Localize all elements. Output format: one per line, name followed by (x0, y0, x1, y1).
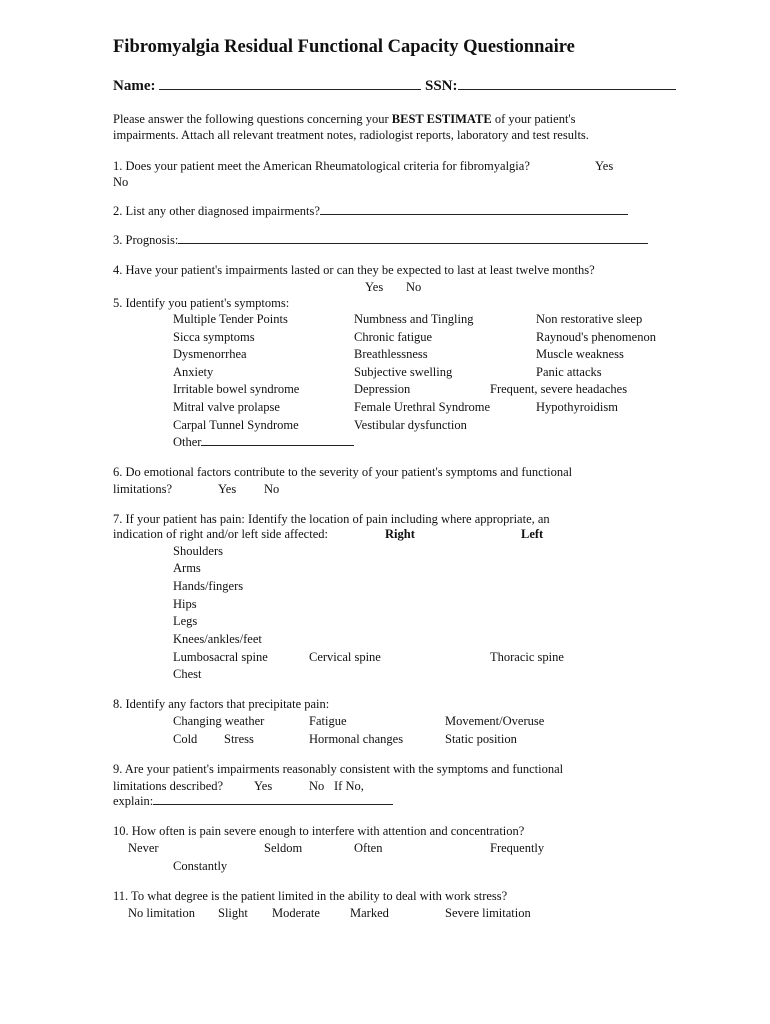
symptom-other: Other (173, 435, 202, 449)
factor-movement-overuse[interactable]: Movement/Overuse (445, 714, 545, 728)
name-label: Name: (113, 78, 156, 94)
q4-yes[interactable]: Yes (365, 280, 384, 294)
q1-text: 1. Does your patient meet the American Rheumatological criteria for fibromyalgia? (113, 159, 530, 173)
symptom-female-urethral[interactable]: Female Urethral Syndrome (354, 400, 491, 414)
q9-line-2: limitations described? (113, 779, 224, 793)
pain-thoracic-spine[interactable]: Thoracic spine (490, 650, 564, 664)
q9-explain-field[interactable] (153, 793, 393, 805)
symptom-headaches[interactable]: Frequent, severe headaches (490, 382, 628, 396)
q5-text: 5. Identify you patient's symptoms: (113, 296, 290, 310)
q11-severe-limitation[interactable]: Severe limitation (445, 906, 531, 920)
symptom-carpal-tunnel[interactable]: Carpal Tunnel Syndrome (173, 418, 299, 432)
symptom-breathlessness[interactable]: Breathlessness (354, 347, 428, 361)
pain-lumbosacral-spine[interactable]: Lumbosacral spine (173, 650, 268, 664)
q9-explain-label: explain: (113, 794, 154, 808)
pain-chest[interactable]: Chest (173, 667, 202, 681)
q8-text: 8. Identify any factors that precipitate pain: (113, 697, 330, 711)
symptom-hypothyroidism[interactable]: Hypothyroidism (536, 400, 618, 414)
pain-hips[interactable]: Hips (173, 597, 197, 611)
q2-row (113, 203, 628, 219)
factor-static-position[interactable]: Static position (445, 732, 517, 746)
intro-post: of your patient's (491, 112, 576, 126)
name-ssn-row (113, 76, 676, 96)
pain-cervical-spine[interactable]: Cervical spine (309, 650, 381, 664)
q10-constantly[interactable]: Constantly (173, 859, 228, 873)
symptom-sicca[interactable]: Sicca symptoms (173, 330, 255, 344)
q4-text: 4. Have your patient's impairments lasted or can they be expected to last at least twelve months? (113, 263, 595, 277)
q2-field[interactable] (320, 203, 628, 215)
q10-never[interactable]: Never (128, 841, 159, 855)
pain-legs[interactable]: Legs (173, 614, 198, 628)
factor-fatigue[interactable]: Fatigue (309, 714, 347, 728)
symptom-mitral-valve[interactable]: Mitral valve prolapse (173, 400, 280, 414)
pain-arms[interactable]: Arms (173, 561, 201, 575)
q9-yes[interactable]: Yes (254, 779, 273, 793)
intro-pre: Please answer the following questions concerning your (113, 112, 392, 126)
q9-no[interactable]: No (309, 779, 325, 793)
q1-yes[interactable]: Yes (595, 159, 614, 173)
symptom-irritable-bowel[interactable]: Irritable bowel syndrome (173, 382, 300, 396)
factor-changing-weather[interactable]: Changing weather (173, 714, 265, 728)
q9-line-1: 9. Are your patient's impairments reasonably consistent with the symptoms and functional (113, 762, 564, 776)
intro-line-2: impairments. Attach all relevant treatment notes, radiologist reports, laboratory and test results. (113, 128, 589, 142)
q11-no-limitation[interactable]: No limitation (128, 906, 196, 920)
symptom-subjective-swelling[interactable]: Subjective swelling (354, 365, 453, 379)
pain-shoulders[interactable]: Shoulders (173, 544, 223, 558)
q11-moderate[interactable]: Moderate (272, 906, 320, 920)
q1-no[interactable]: No (113, 175, 129, 189)
q10-seldom[interactable]: Seldom (264, 841, 303, 855)
q4-no[interactable]: No (406, 280, 422, 294)
page-title: Fibromyalgia Residual Functional Capacity Questionnaire (113, 37, 575, 57)
q10-frequently[interactable]: Frequently (490, 841, 545, 855)
ssn-label: SSN: (424, 78, 458, 94)
name-field[interactable] (159, 78, 421, 90)
q2-text: 2. List any other diagnosed impairments? (113, 204, 320, 218)
q6-no[interactable]: No (264, 482, 280, 496)
factor-cold[interactable]: Cold (173, 732, 198, 746)
symptom-non-restorative-sleep[interactable]: Non restorative sleep (536, 312, 643, 326)
symptom-vestibular[interactable]: Vestibular dysfunction (354, 418, 467, 432)
q7-right-header: Right (385, 527, 415, 541)
symptom-muscle-weakness[interactable]: Muscle weakness (536, 347, 624, 361)
symptom-raynouds[interactable]: Raynoud's phenomenon (536, 330, 656, 344)
pain-knees-ankles-feet[interactable]: Knees/ankles/feet (173, 632, 262, 646)
q6-yes[interactable]: Yes (218, 482, 237, 496)
q6-line-2: limitations? (113, 482, 173, 496)
symptom-panic-attacks[interactable]: Panic attacks (536, 365, 602, 379)
q11-text: 11. To what degree is the patient limited in the ability to deal with work stress? (113, 889, 508, 903)
factor-stress[interactable]: Stress (224, 732, 254, 746)
ssn-field[interactable] (458, 78, 676, 90)
symptom-numbness[interactable]: Numbness and Tingling (354, 312, 474, 326)
q11-slight[interactable]: Slight (218, 906, 248, 920)
q10-often[interactable]: Often (354, 841, 383, 855)
q11-marked[interactable]: Marked (350, 906, 389, 920)
intro-bold: BEST ESTIMATE (391, 112, 492, 126)
q9-if-no: If No, (334, 779, 364, 793)
q3-field[interactable] (178, 232, 648, 244)
symptom-other-field[interactable] (201, 434, 354, 446)
q3-row (113, 232, 648, 248)
symptom-chronic-fatigue[interactable]: Chronic fatigue (354, 330, 433, 344)
q7-line-2: indication of right and/or left side affected: (113, 527, 328, 541)
intro-line-1 (113, 111, 576, 127)
q6-line-1: 6. Do emotional factors contribute to the severity of your patient's symptoms and functional (113, 465, 573, 479)
q7-left-header: Left (521, 527, 544, 541)
q7-line-1: 7. If your patient has pain: Identify the location of pain including where appropriate, an (113, 512, 550, 526)
pain-hands-fingers[interactable]: Hands/fingers (173, 579, 244, 593)
q3-text: 3. Prognosis: (113, 233, 179, 247)
factor-hormonal-changes[interactable]: Hormonal changes (309, 732, 404, 746)
symptom-depression[interactable]: Depression (354, 382, 411, 396)
symptom-dysmenorrhea[interactable]: Dysmenorrhea (173, 347, 247, 361)
symptom-multiple-tender-points[interactable]: Multiple Tender Points (173, 312, 288, 326)
symptom-anxiety[interactable]: Anxiety (173, 365, 214, 379)
q9-explain-row (113, 793, 393, 809)
q10-text: 10. How often is pain severe enough to interfere with attention and concentration? (113, 824, 525, 838)
symptom-other-row (173, 434, 354, 450)
